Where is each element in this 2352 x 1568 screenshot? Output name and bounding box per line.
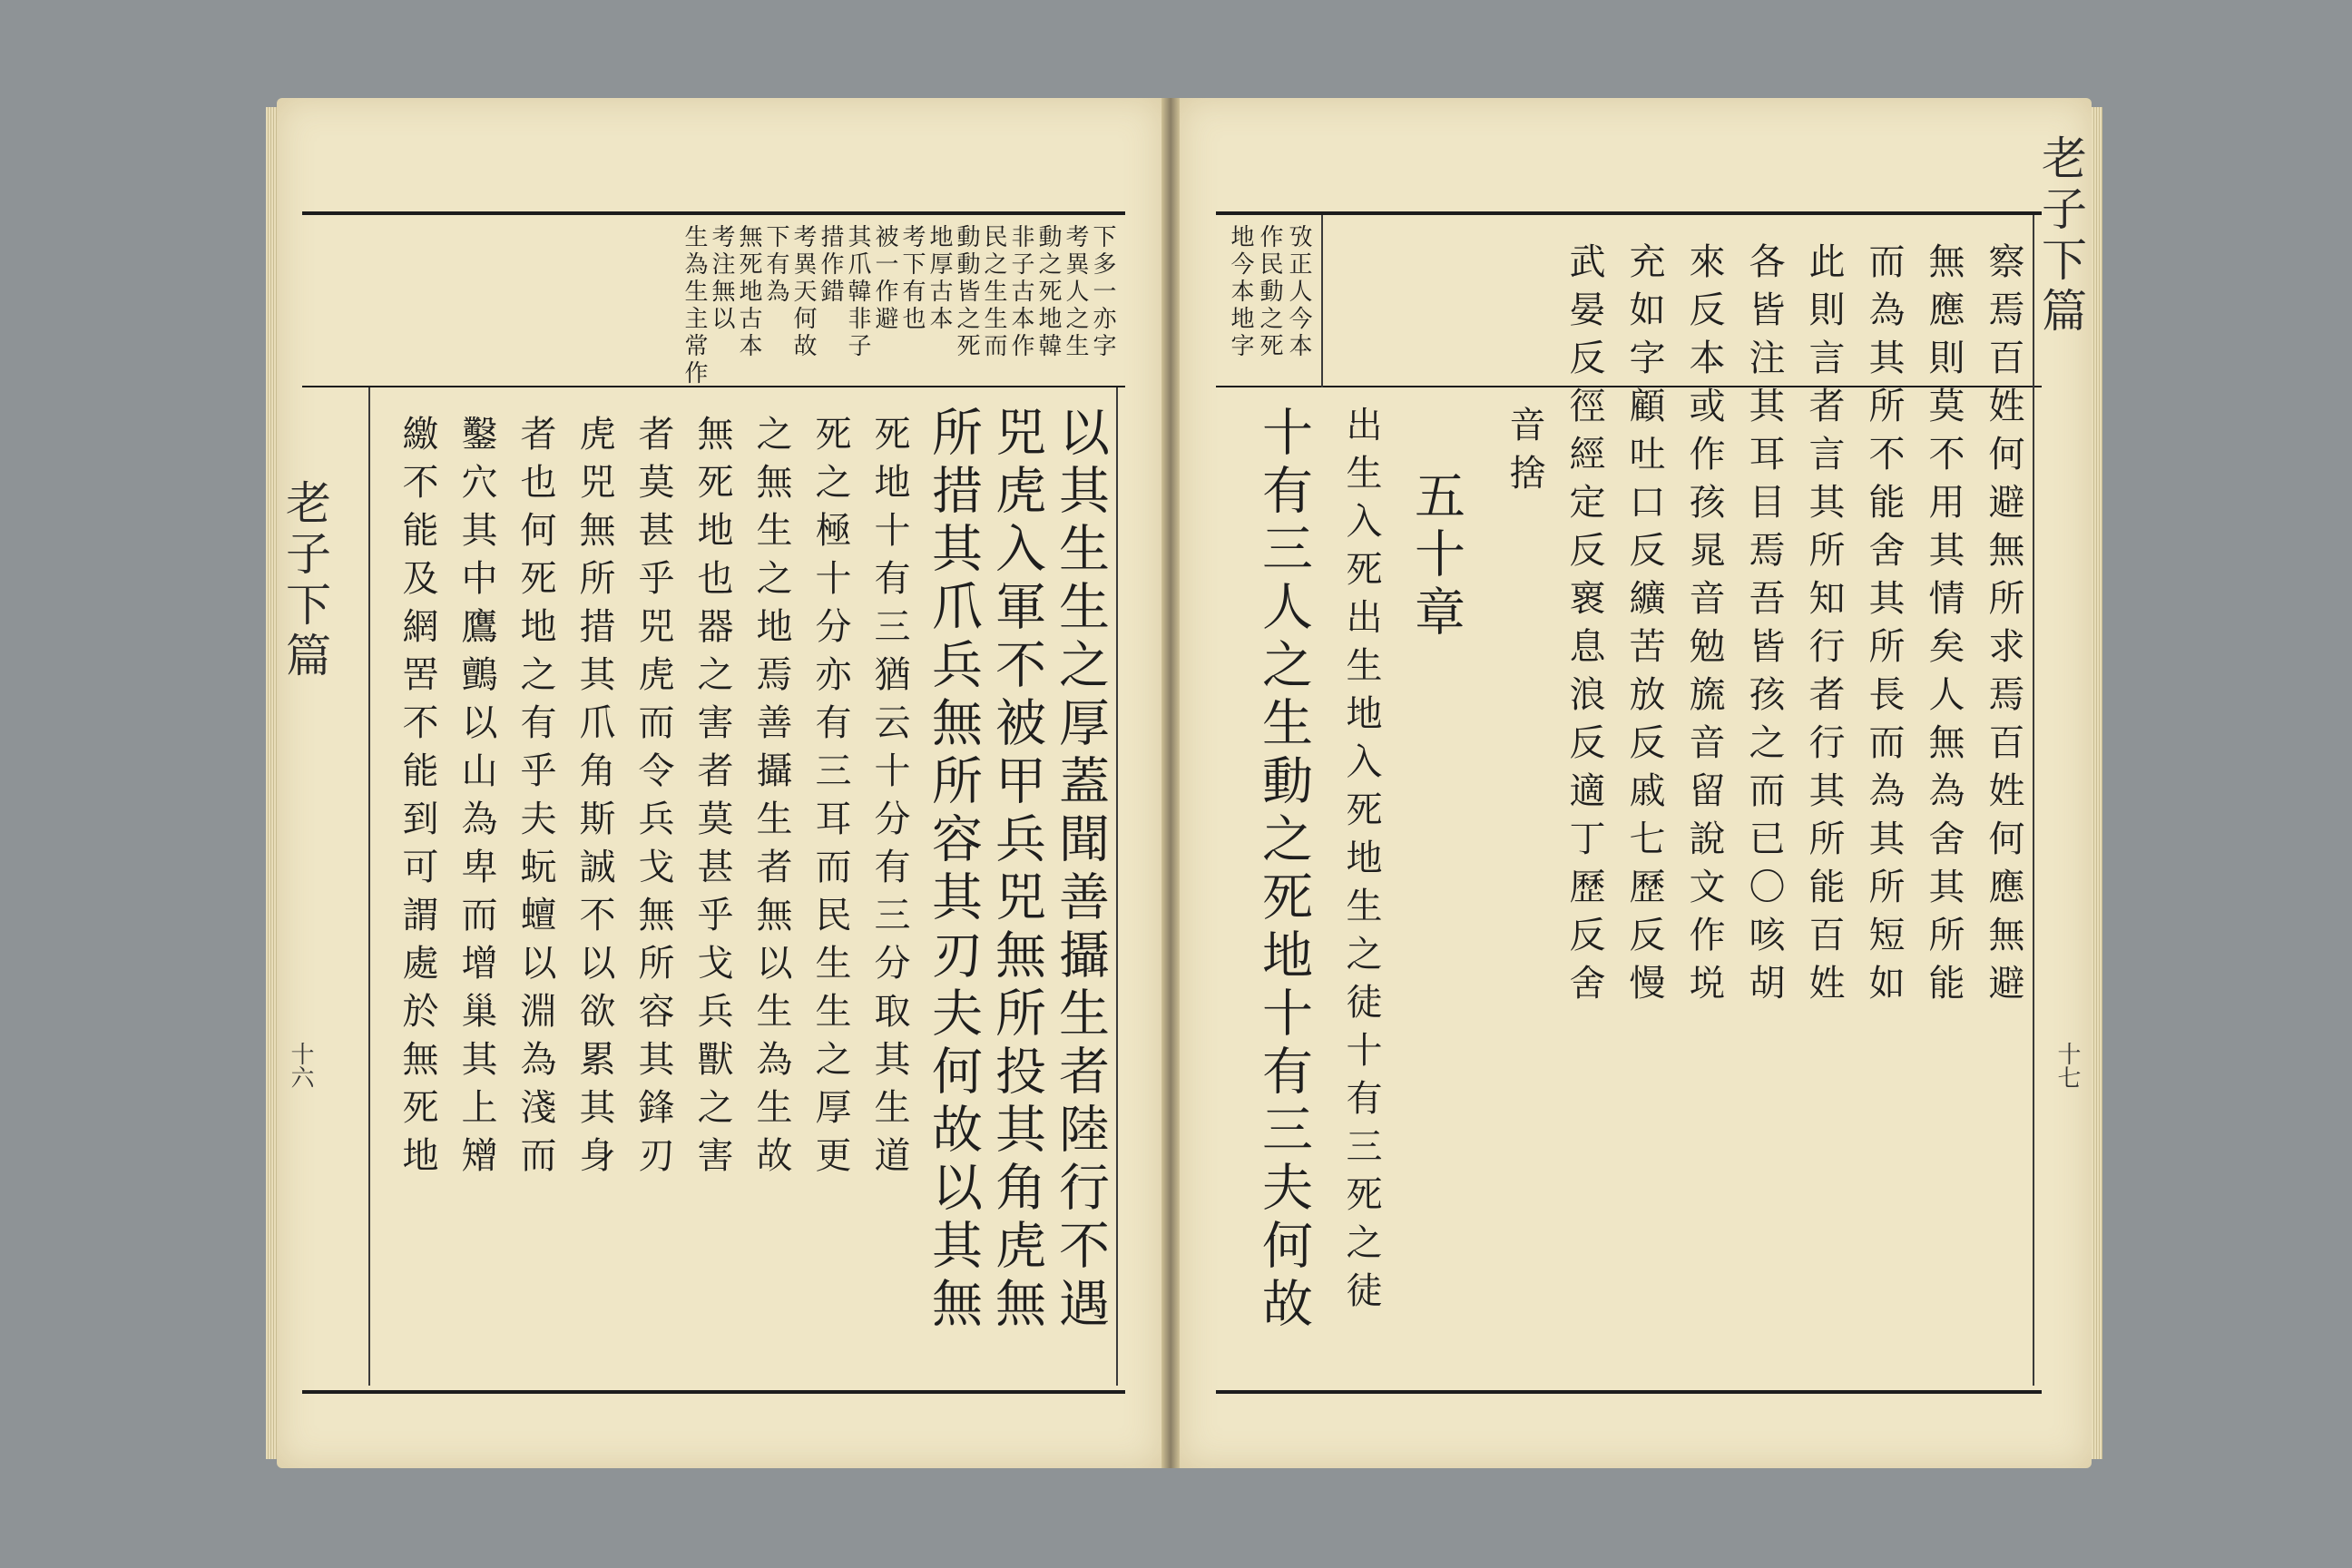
body-column: 繳不能及網罟不能到可謂處於無死地 <box>397 415 438 1184</box>
body-column: 察焉百姓何避無所求焉百姓何應無避 <box>1983 242 2024 1012</box>
open-book <box>277 98 2092 1468</box>
left-margin-title: 老子下篇 <box>279 479 331 682</box>
headnote-box-rule <box>1321 215 1323 387</box>
page-edge <box>266 107 277 1459</box>
headnote: 考注無以 <box>708 224 735 333</box>
headnote: 動之死地韓 <box>1034 224 1062 360</box>
headnote: 生為生主常作 <box>681 224 708 387</box>
headnote: 地今本地字 <box>1227 224 1254 360</box>
body-column: 者也何死地之有乎夫蚖蟺以淵為淺而 <box>514 415 556 1184</box>
body-column: 各皆注其耳目焉吾皆孩之而已〇咳胡 <box>1743 242 1785 1012</box>
right-page-number: 十七 <box>2053 1042 2081 1089</box>
right-margin-title: 老子下篇 <box>2034 134 2087 338</box>
chapter-heading: 五十章 <box>1406 469 1465 643</box>
headnote: 考異人之生 <box>1062 224 1089 360</box>
body-column: 之無生之地焉善攝生者無以生為生故 <box>750 415 792 1184</box>
headnote: 無死地古本 <box>735 224 762 360</box>
headnote: 考異天何故 <box>789 224 817 360</box>
body-column: 音捨 <box>1504 406 1545 502</box>
headnote: 其爪韓非子 <box>844 224 871 360</box>
body-column: 死地十有三猶云十分有三分取其生道 <box>868 415 910 1184</box>
right-page <box>1180 98 2092 1468</box>
headnote: 地厚古本 <box>926 224 953 333</box>
body-column: 以其生生之厚蓋聞善攝生者陸行不遇 <box>1051 406 1110 1335</box>
body-column: 無應則莫不用其情矣人無為舍其所能 <box>1923 242 1965 1012</box>
headnote: 非子古本作 <box>1007 224 1034 360</box>
headnote: 被一作避 <box>871 224 898 333</box>
headnote: 考下有也 <box>898 224 926 333</box>
body-column: 兕虎入軍不被甲兵兕無所投其角虎無 <box>987 406 1046 1335</box>
headnote: 下有為 <box>762 224 789 306</box>
body-column: 無死地也器之害者莫甚乎戈兵獸之害 <box>691 415 733 1184</box>
body-column: 出生入死出生地入死地生之徒十有三死之徒 <box>1340 406 1382 1319</box>
right-text-frame <box>1216 211 2042 1394</box>
headnote-rule <box>302 386 1125 387</box>
body-column: 而為其所不能舍其所長而為其所短如 <box>1863 242 1905 1012</box>
body-column: 來反本或作孩晁音勉旒音留說文作㙂 <box>1683 242 1725 1012</box>
body-column: 鑿穴其中鷹鸇以山為卑而增巢其上矰 <box>456 415 497 1184</box>
body-column: 此則言者言其所知行者行其所能百姓 <box>1803 242 1845 1012</box>
body-column: 充如字顧吐口反纊苦放反戚七歷反慢 <box>1623 242 1665 1012</box>
column-rule <box>1116 387 1118 1386</box>
body-column: 所措其爪兵無所容其刃夫何故以其無 <box>924 406 983 1335</box>
body-column: 虎兕無所措其爪角斯誠不以欲累其身 <box>573 415 615 1184</box>
body-column: 死之極十分亦有三耳而民生生之厚更 <box>809 415 851 1184</box>
column-rule <box>368 387 370 1386</box>
body-column: 武晏反徑經定反褱息浪反適丁歷反舍 <box>1563 242 1605 1012</box>
headnote: 下多一亦字 <box>1089 224 1116 360</box>
left-text-frame <box>302 211 1125 1394</box>
headnote: 作民動之死 <box>1256 224 1283 360</box>
headnote: 動動皆之死 <box>953 224 980 360</box>
left-page-number: 十六 <box>287 1042 314 1089</box>
body-column: 十有三人之生動之死地十有三夫何故 <box>1254 406 1313 1335</box>
column-rule <box>2033 215 2034 1386</box>
body-column: 者莫甚乎兕虎而令兵戈無所容其鋒刃 <box>632 415 674 1184</box>
headnote: 民之生生而 <box>980 224 1007 360</box>
book-gutter <box>1161 98 1180 1468</box>
headnote: 措作錯 <box>817 224 844 306</box>
left-page <box>277 98 1161 1468</box>
headnote: 攷正人今本 <box>1285 224 1312 360</box>
